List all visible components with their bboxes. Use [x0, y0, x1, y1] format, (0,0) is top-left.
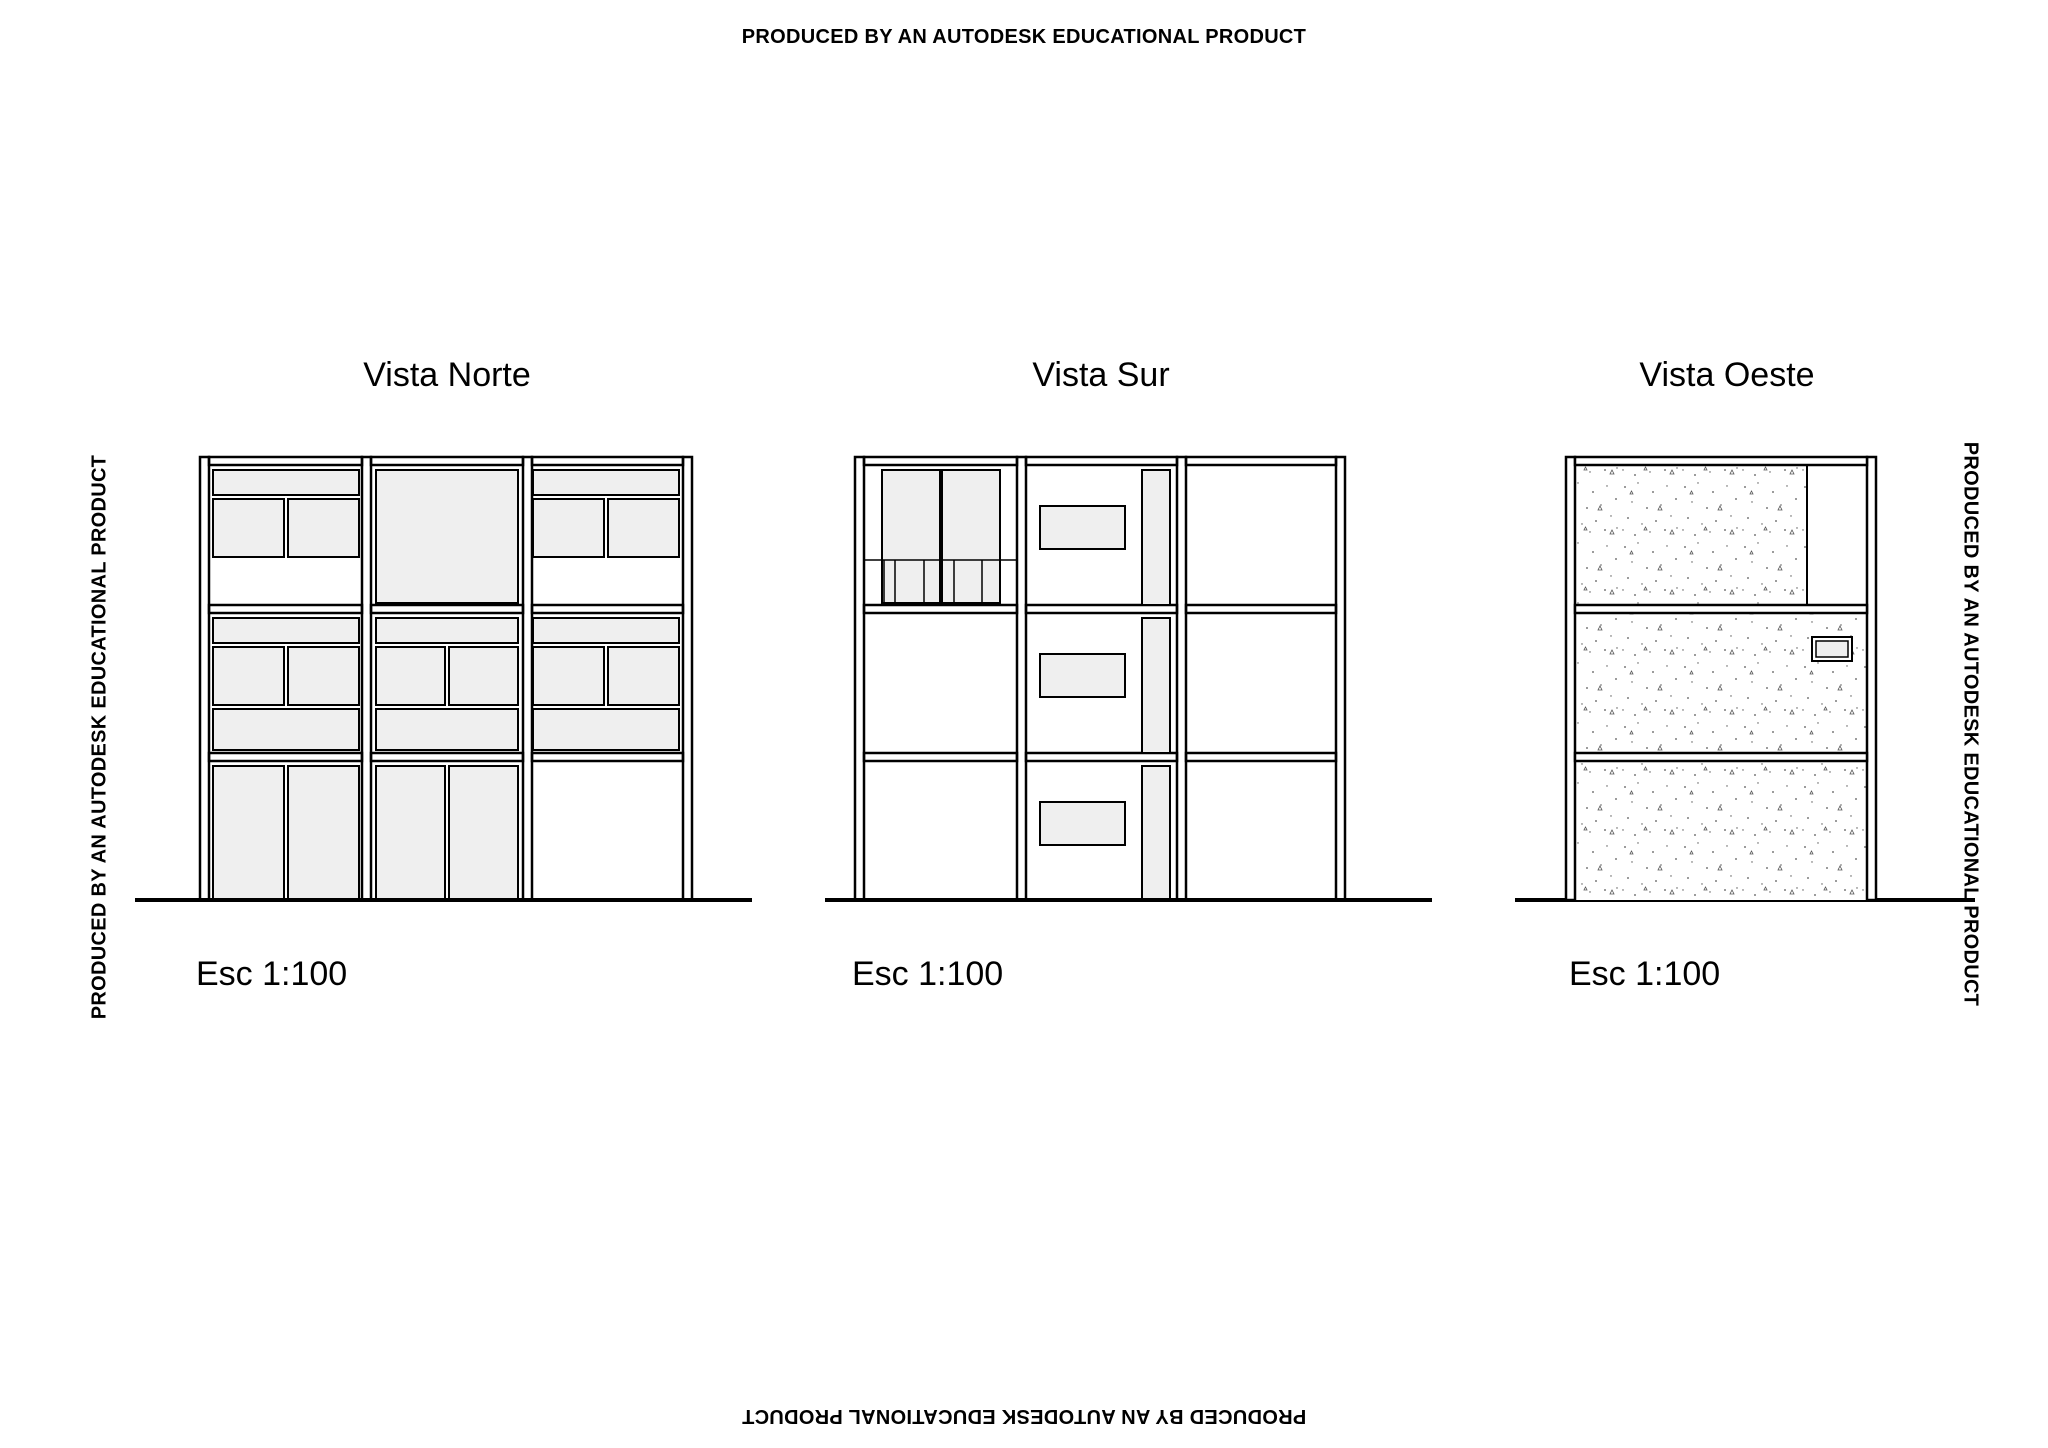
slab — [864, 457, 1017, 465]
vista-oeste-elevation — [1515, 457, 1975, 900]
column — [855, 457, 864, 900]
slab — [1575, 605, 1867, 613]
window — [213, 470, 359, 495]
vertical-window — [1142, 766, 1170, 899]
window — [1040, 654, 1125, 697]
slab — [1026, 457, 1177, 465]
vista-norte-scale: Esc 1:100 — [196, 955, 348, 993]
column — [1867, 457, 1876, 900]
window — [288, 499, 359, 557]
watermark-right: PRODUCED BY AN AUTODESK EDUCATIONAL PRODUCT — [1959, 441, 1982, 1007]
window — [882, 470, 940, 603]
vista-oeste-scale: Esc 1:100 — [1569, 955, 1721, 993]
column — [1177, 457, 1186, 900]
slab — [371, 605, 523, 613]
slab — [864, 605, 1017, 613]
column — [523, 457, 532, 900]
vista-norte-title: Vista Norte — [363, 356, 531, 394]
slab — [1186, 753, 1336, 761]
vista-sur-scale: Esc 1:100 — [852, 955, 1004, 993]
vista-oeste-title: Vista Oeste — [1639, 356, 1815, 394]
door — [449, 766, 518, 899]
window — [288, 647, 359, 705]
slab — [532, 457, 683, 465]
slab — [1575, 753, 1867, 761]
door — [376, 766, 445, 899]
concrete-wall — [1575, 465, 1807, 605]
vista-norte-elevation — [135, 457, 752, 900]
window — [213, 709, 359, 750]
slab — [209, 605, 362, 613]
window — [533, 709, 679, 750]
window — [213, 499, 284, 557]
door — [288, 766, 359, 899]
slab — [1186, 605, 1336, 613]
slab — [532, 605, 683, 613]
window — [608, 647, 679, 705]
column — [1566, 457, 1575, 900]
vista-sur-elevation — [825, 457, 1432, 900]
window — [376, 709, 518, 750]
window — [533, 618, 679, 643]
slab — [371, 457, 523, 465]
column — [200, 457, 209, 900]
window — [533, 647, 604, 705]
window — [608, 499, 679, 557]
slab — [1575, 457, 1867, 465]
slab — [209, 753, 362, 761]
concrete-wall — [1575, 761, 1867, 900]
vertical-window — [1142, 470, 1170, 605]
slab — [1026, 605, 1177, 613]
column — [683, 457, 692, 900]
window — [213, 647, 284, 705]
vertical-window — [1142, 618, 1170, 753]
window — [376, 618, 518, 643]
window — [533, 470, 679, 495]
window — [1040, 506, 1125, 549]
small-window-glass — [1816, 641, 1848, 657]
window — [376, 647, 445, 705]
window — [533, 499, 604, 557]
window — [942, 470, 1000, 603]
column — [362, 457, 371, 900]
vista-sur-title: Vista Sur — [1032, 356, 1170, 394]
slab — [1186, 457, 1336, 465]
window — [1040, 802, 1125, 845]
slab — [864, 753, 1017, 761]
slab — [209, 457, 362, 465]
slab — [1026, 753, 1177, 761]
slab — [371, 753, 523, 761]
window — [449, 647, 518, 705]
window — [376, 470, 518, 603]
watermark-top: PRODUCED BY AN AUTODESK EDUCATIONAL PRODUCT — [741, 26, 1307, 48]
column — [1336, 457, 1345, 900]
column — [1017, 457, 1026, 900]
door — [213, 766, 284, 899]
slab — [532, 753, 683, 761]
watermark-bottom: PRODUCED BY AN AUTODESK EDUCATIONAL PRODUCT — [741, 1405, 1307, 1427]
window — [213, 618, 359, 643]
concrete-wall — [1575, 613, 1867, 753]
watermark-left: PRODUCED BY AN AUTODESK EDUCATIONAL PRODUCT — [88, 454, 111, 1020]
